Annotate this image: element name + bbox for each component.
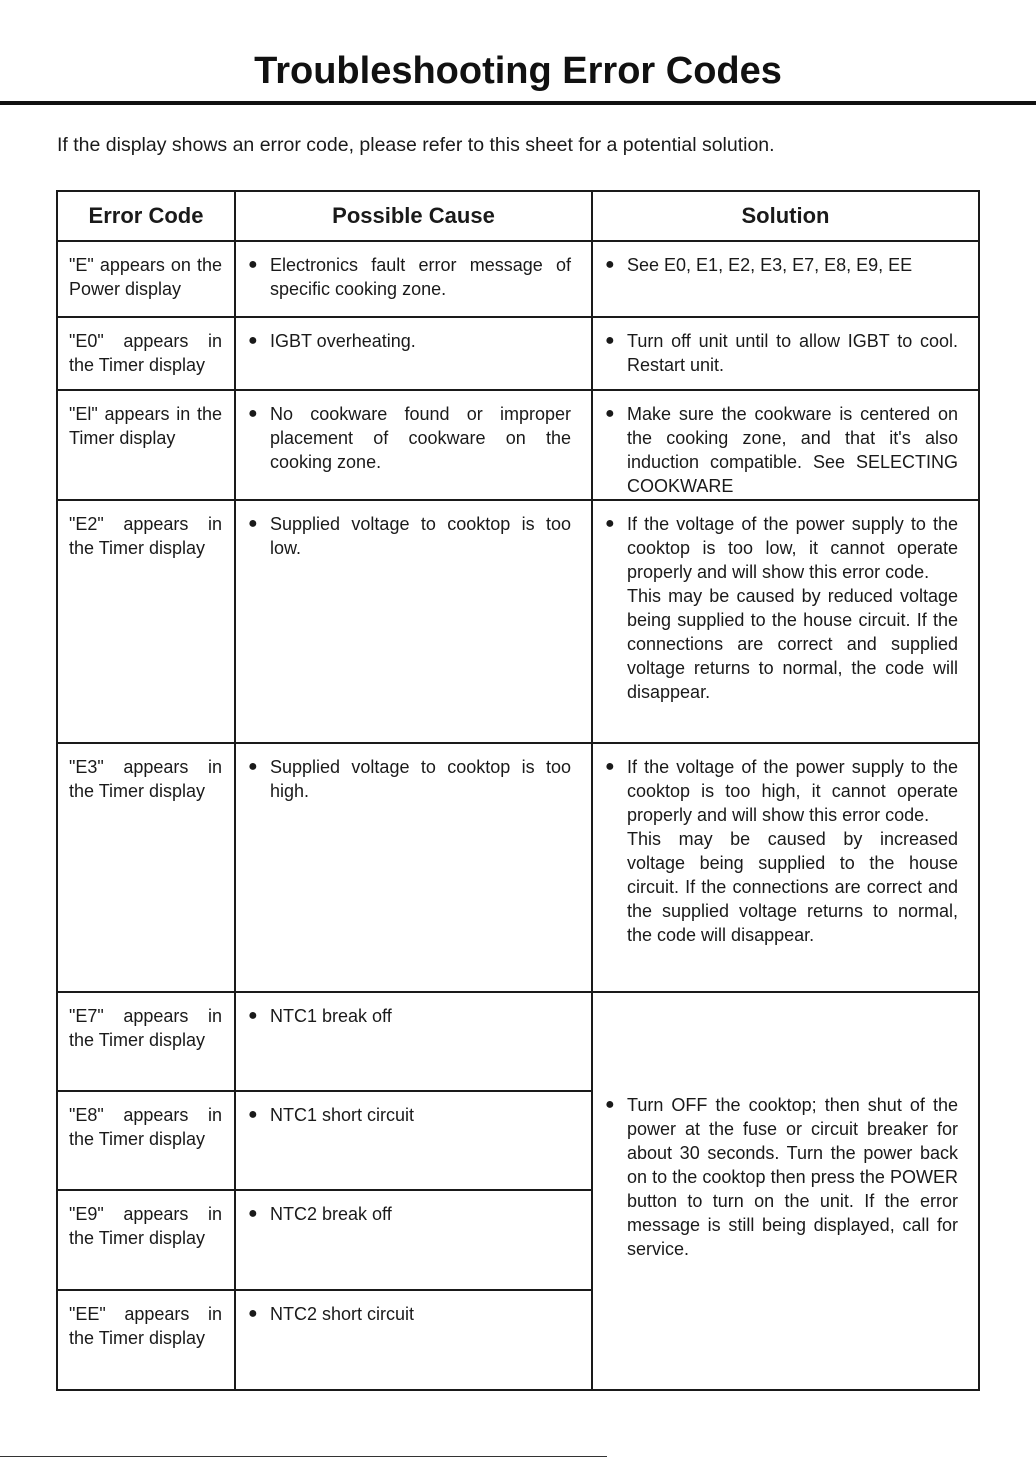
bullet-icon: ● (248, 758, 258, 775)
header-error-code: Error Code (57, 191, 235, 241)
table-row (57, 500, 979, 743)
page-title: Troubleshooting Error Codes (254, 50, 782, 92)
error-code-cell: "E3" appears in the Timer display (57, 743, 235, 992)
solution-cell (592, 241, 979, 317)
cause-text: Supplied voltage to cooktop is too low. (270, 514, 571, 558)
bullet-icon: ● (248, 515, 258, 532)
solution-text: Make sure the cookware is centered on the cooking zone, and that it's also induction compatible. See SELECTING COOKWARE (627, 404, 958, 496)
solution-text: If the voltage of the power supply to the cooktop is too high, it cannot operate properly and will show this error code. (627, 757, 958, 825)
solution-cell (592, 317, 979, 390)
error-code-cell: "E0" appears in the Timer display (57, 317, 235, 390)
error-code-cell: "E8" appears in the Timer display (57, 1091, 235, 1190)
error-code-cell: "El" appears in the Timer display (57, 390, 235, 500)
bullet-icon: ● (605, 758, 615, 775)
cause-cell (235, 317, 592, 390)
cause-cell (235, 1290, 592, 1390)
error-code-cell: "E2" appears in the Timer display (57, 500, 235, 743)
bullet-icon: ● (605, 256, 615, 273)
cause-text: NTC2 short circuit (270, 1304, 415, 1324)
cause-cell (235, 1091, 592, 1190)
bullet-icon: ● (248, 405, 258, 422)
bullet-icon: ● (605, 332, 615, 349)
bullet-icon: ● (248, 1106, 258, 1123)
error-code-cell: "E9" appears in the Timer display (57, 1190, 235, 1290)
table-row (57, 992, 979, 1091)
error-code-cell: "EE" appears in the Timer display (57, 1290, 235, 1390)
shared-solution-cell (592, 992, 979, 1390)
cause-text: NTC1 break off (270, 1006, 392, 1026)
bullet-icon: ● (248, 1007, 258, 1024)
cause-cell (235, 241, 592, 317)
solution-text: Turn off unit until to allow IGBT to cool. Restart unit. (627, 331, 958, 375)
cause-cell (235, 1190, 592, 1290)
table-row (57, 317, 979, 390)
bullet-icon: ● (605, 515, 615, 532)
intro-text: If the display shows an error code, please refer to this sheet for a potential solution. (57, 134, 775, 156)
cause-cell (235, 390, 592, 500)
cause-text: IGBT overheating. (270, 331, 416, 351)
cause-text: Supplied voltage to cooktop is too high. (270, 757, 571, 801)
header-possible-cause: Possible Cause (235, 191, 592, 241)
bullet-icon: ● (248, 1305, 258, 1322)
cause-text: Electronics fault error message of specific cooking zone. (270, 255, 571, 299)
cause-text: No cookware found or improper placement of cookware on the cooking zone. (270, 404, 571, 472)
solution-cell (592, 500, 979, 743)
header-solution: Solution (592, 191, 979, 241)
solution-text-detail: This may be caused by increased voltage being supplied to the house circuit. If the connections are correct and the supplied voltage returns to normal, the code will disappear. (627, 829, 958, 945)
table-row (57, 390, 979, 500)
bullet-icon: ● (248, 256, 258, 273)
bullet-icon: ● (605, 405, 615, 422)
solution-text-detail: This may be caused by reduced voltage being supplied to the house circuit. If the connections are correct and supplied voltage returns to normal, the code will disappear. (627, 586, 958, 702)
solution-text: See E0, E1, E2, E3, E7, E8, E9, EE (627, 255, 913, 275)
table-header-row (57, 191, 979, 241)
solution-cell (592, 390, 979, 500)
cause-text: NTC2 break off (270, 1204, 392, 1224)
table-row (57, 241, 979, 317)
shared-solution-text: Turn OFF the cooktop; then shut of the power at the fuse or circuit breaker for about 30 seconds. Turn the power back on to the cooktop then press the POWER button to turn on the unit. If the error message is still being displayed, call for service. (627, 1094, 958, 1259)
bullet-icon: ● (248, 332, 258, 349)
cause-cell (235, 500, 592, 743)
table-row (57, 743, 979, 992)
title-divider (0, 101, 1036, 105)
solution-cell (592, 743, 979, 992)
error-code-cell: "E" appears on the Power display (57, 241, 235, 317)
solution-text: If the voltage of the power supply to the cooktop is too low, it cannot operate properly and will show this error code. (627, 514, 958, 582)
cause-cell (235, 743, 592, 992)
error-code-cell: "E7" appears in the Timer display (57, 992, 235, 1091)
error-codes-table (56, 190, 980, 1391)
bullet-icon: ● (248, 1205, 258, 1222)
cause-cell (235, 992, 592, 1091)
footer-divider (0, 1456, 607, 1457)
bullet-icon: ● (605, 1095, 615, 1113)
cause-text: NTC1 short circuit (270, 1105, 415, 1125)
